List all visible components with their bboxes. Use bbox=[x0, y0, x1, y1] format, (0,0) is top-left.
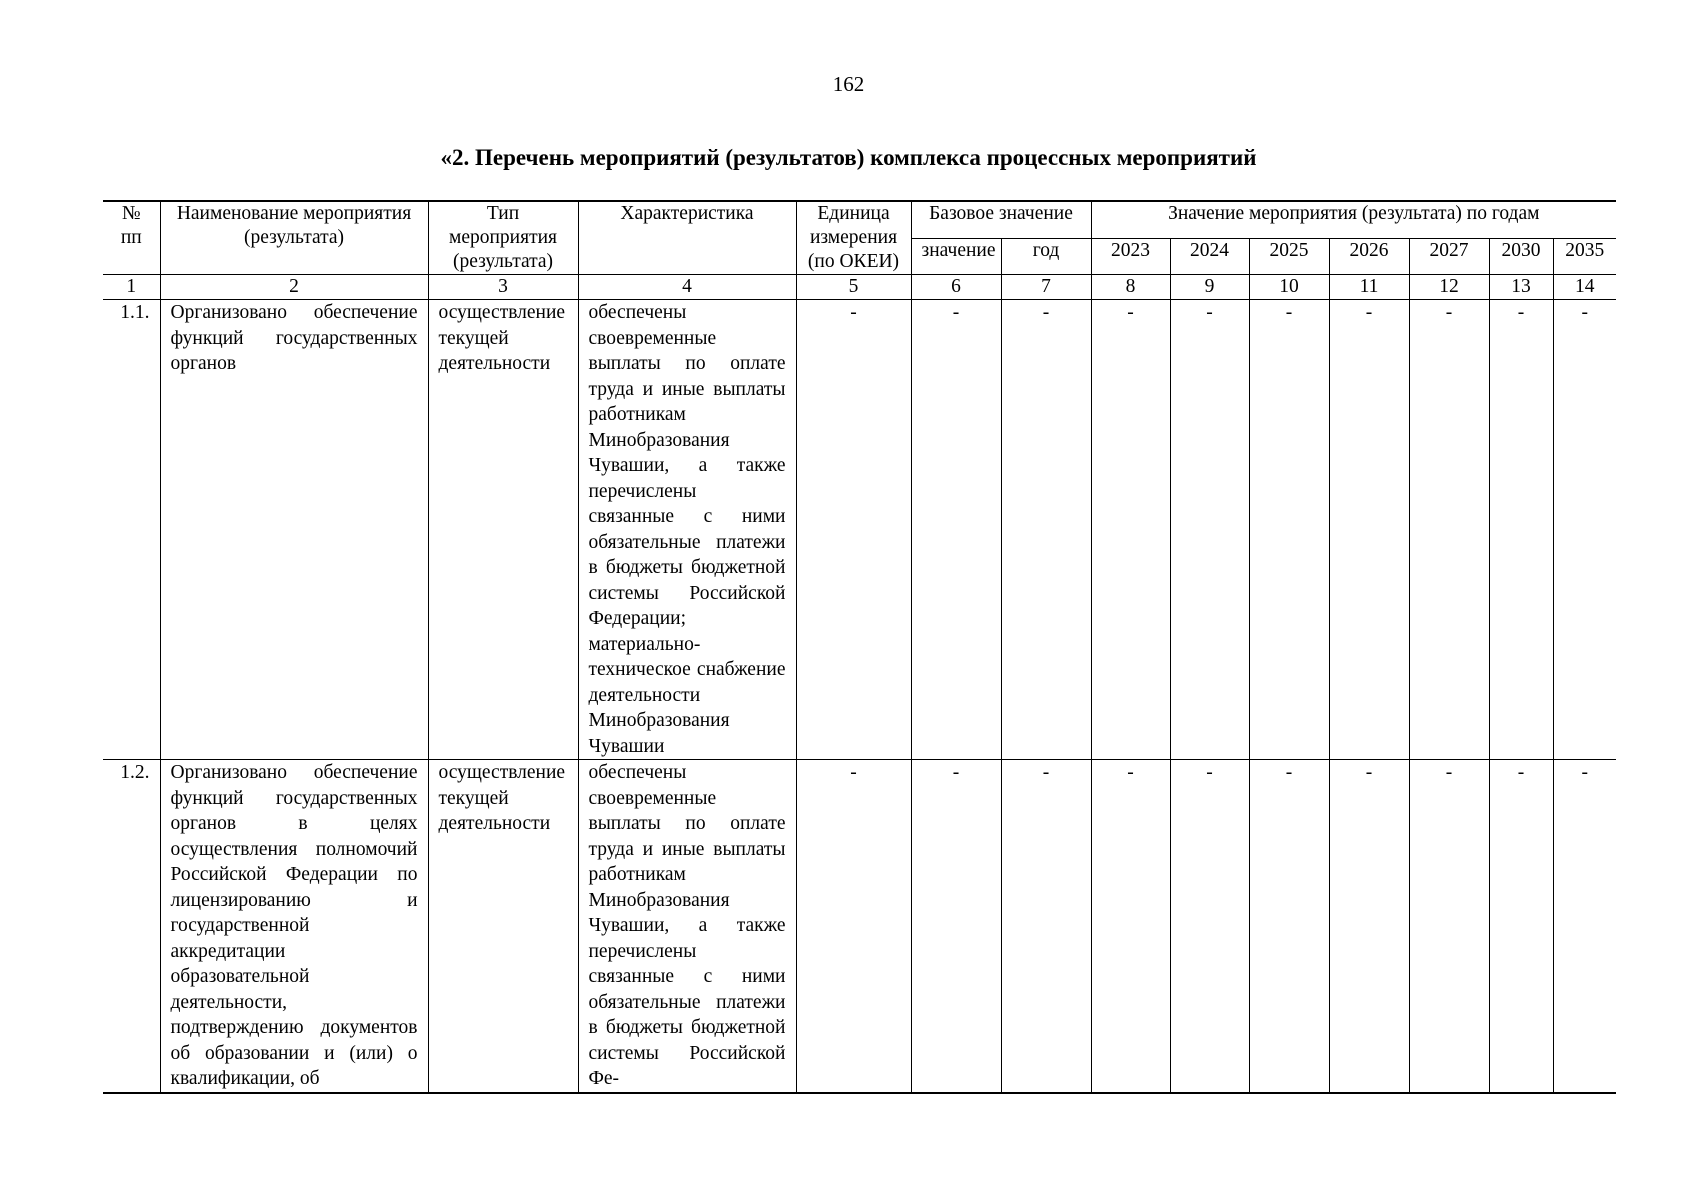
header-year: 2030 bbox=[1489, 238, 1553, 274]
column-number: 14 bbox=[1553, 275, 1616, 300]
page-number: 162 bbox=[832, 72, 865, 96]
column-number: 9 bbox=[1170, 275, 1249, 300]
column-number: 3 bbox=[428, 275, 578, 300]
row-base-year: - bbox=[1001, 760, 1091, 1093]
header-name: Наименование мероприятия (результата) bbox=[160, 201, 428, 275]
header-year: 2025 bbox=[1249, 238, 1329, 274]
row-year-value: - bbox=[1409, 300, 1489, 760]
column-number: 7 bbox=[1001, 275, 1091, 300]
row-year-value: - bbox=[1170, 760, 1249, 1093]
row-type: осуществление текущей деятельности bbox=[428, 760, 578, 1093]
table-row bbox=[103, 300, 1616, 760]
header-type: Тип мероприятия (результата) bbox=[428, 201, 578, 275]
column-number: 13 bbox=[1489, 275, 1553, 300]
row-year-value: - bbox=[1170, 300, 1249, 760]
row-base-value: - bbox=[911, 760, 1001, 1093]
row-unit: - bbox=[796, 760, 911, 1093]
column-numbers-row bbox=[103, 275, 1616, 300]
column-number: 4 bbox=[578, 275, 796, 300]
row-num: 1.1. bbox=[103, 300, 160, 760]
header-characteristic: Характеристика bbox=[578, 201, 796, 275]
row-unit: - bbox=[796, 300, 911, 760]
header-base: Базовое значение bbox=[911, 201, 1091, 238]
column-number: 12 bbox=[1409, 275, 1489, 300]
column-number: 6 bbox=[911, 275, 1001, 300]
row-year-value: - bbox=[1553, 300, 1616, 760]
header-year: 2026 bbox=[1329, 238, 1409, 274]
header-base-year: год bbox=[1001, 238, 1091, 274]
column-number: 10 bbox=[1249, 275, 1329, 300]
header-unit: Единица измерения (по ОКЕИ) bbox=[796, 201, 911, 275]
table-row bbox=[103, 760, 1616, 1093]
row-year-value: - bbox=[1091, 760, 1170, 1093]
column-number: 1 bbox=[103, 275, 160, 300]
row-name: Организовано обеспечение функций государственных органов bbox=[160, 300, 428, 760]
row-year-value: - bbox=[1553, 760, 1616, 1093]
row-year-value: - bbox=[1329, 300, 1409, 760]
column-number: 11 bbox=[1329, 275, 1409, 300]
document-title: «2. Перечень мероприятий (результатов) комплекса процессных мероприятий bbox=[440, 145, 1257, 170]
row-characteristic: обеспечены своевременные выплаты по оплате труда и иные выплаты работникам Минобразования Чувашии, а также перечислены связанные с ними обязательные платежи в бюджеты бюджетной системы Российской Фе- bbox=[578, 760, 796, 1093]
header-year: 2023 bbox=[1091, 238, 1170, 274]
row-name: Организовано обеспечение функций государственных органов в целях осуществления полномочий Российской Федерации по лицензированию и государственной аккредитации образовательной деятельности, подтверждению документов об образовании и (или) о квалификации, об bbox=[160, 760, 428, 1093]
column-number: 8 bbox=[1091, 275, 1170, 300]
row-year-value: - bbox=[1489, 300, 1553, 760]
row-characteristic: обеспечены своевременные выплаты по оплате труда и иные выплаты работникам Минобразования Чувашии, а также перечислены связанные с ними обязательные платежи в бюджеты бюджетной системы Российской Федерации; материально-техническое снабжение деятельности Минобразования Чувашии bbox=[578, 300, 796, 760]
header-year: 2035 bbox=[1553, 238, 1616, 274]
column-number: 2 bbox=[160, 275, 428, 300]
row-year-value: - bbox=[1249, 760, 1329, 1093]
header-year: 2027 bbox=[1409, 238, 1489, 274]
measures-table bbox=[103, 200, 1616, 1094]
row-year-value: - bbox=[1489, 760, 1553, 1093]
row-year-value: - bbox=[1329, 760, 1409, 1093]
row-num: 1.2. bbox=[103, 760, 160, 1093]
header-values: Значение мероприятия (результата) по годам bbox=[1091, 201, 1616, 238]
row-base-year: - bbox=[1001, 300, 1091, 760]
row-year-value: - bbox=[1249, 300, 1329, 760]
header-year: 2024 bbox=[1170, 238, 1249, 274]
column-number: 5 bbox=[796, 275, 911, 300]
row-year-value: - bbox=[1409, 760, 1489, 1093]
row-base-value: - bbox=[911, 300, 1001, 760]
row-year-value: - bbox=[1091, 300, 1170, 760]
row-type: осуществление текущей деятельности bbox=[428, 300, 578, 760]
header-base-value: значение bbox=[911, 238, 1001, 274]
header-num: № пп bbox=[103, 201, 160, 275]
